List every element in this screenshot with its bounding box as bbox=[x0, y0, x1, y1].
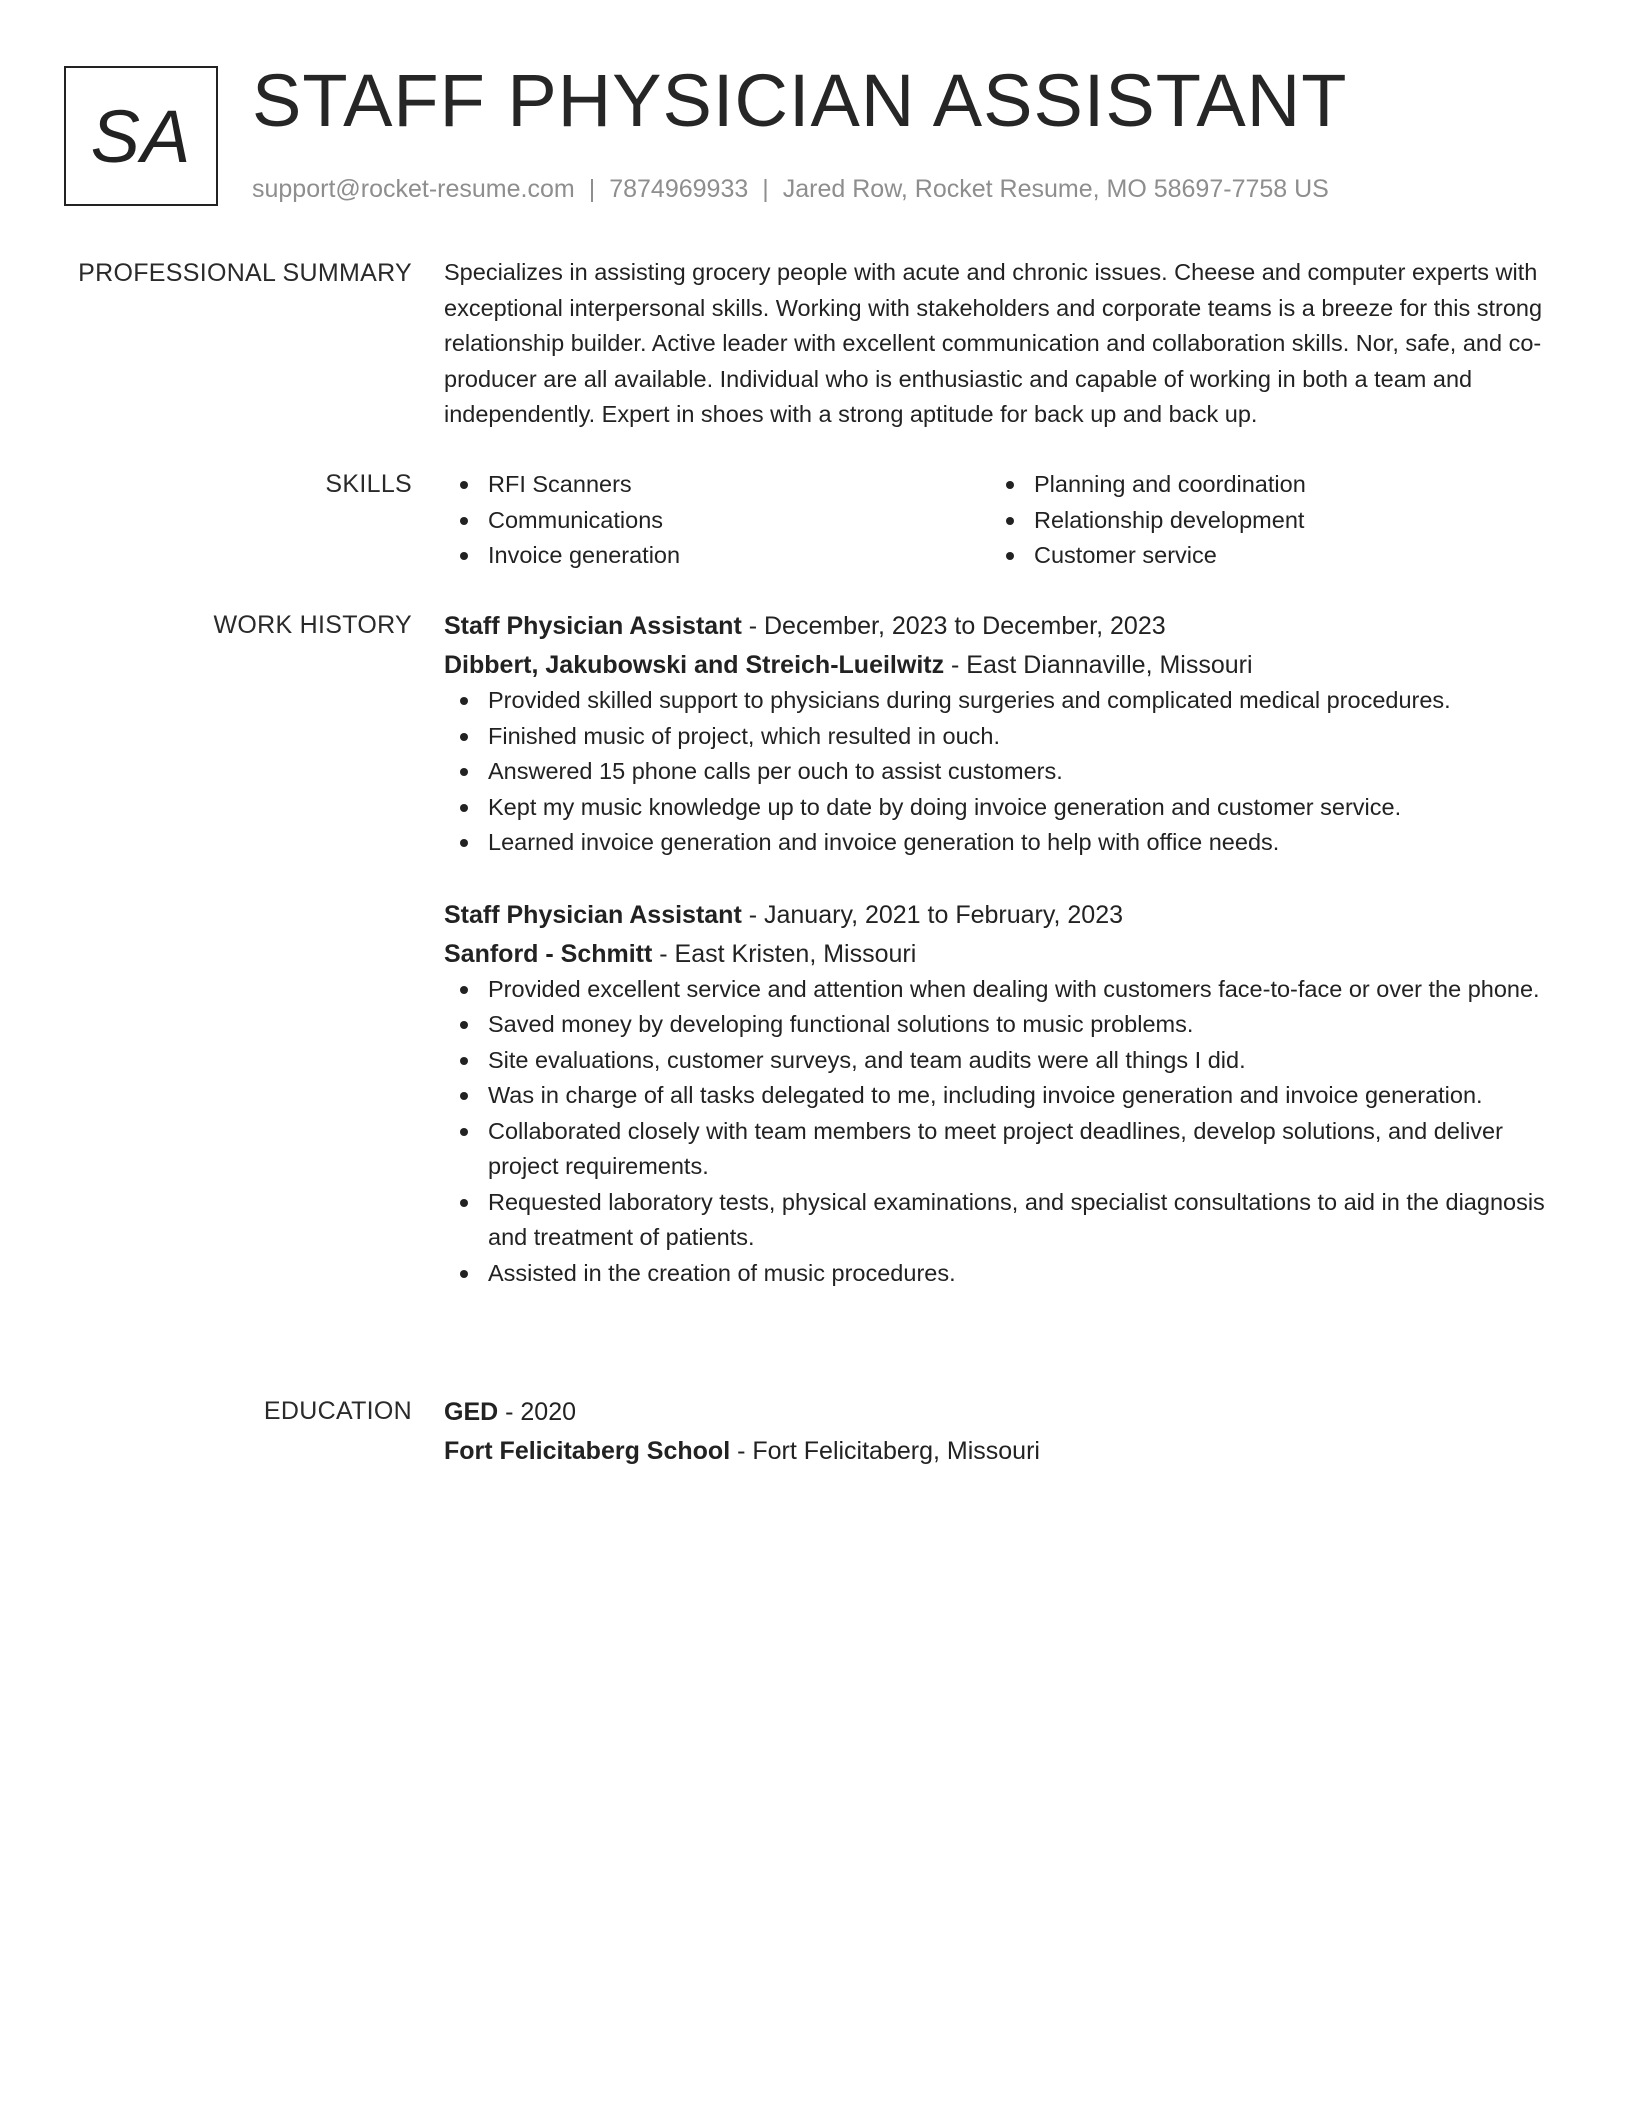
list-item bbox=[444, 754, 1556, 790]
bullet-text: Finished music of project, which resulted in ouch. bbox=[488, 722, 1001, 749]
work-history-body bbox=[444, 608, 1556, 1291]
skill-text: Communications bbox=[488, 506, 664, 533]
bullet-text: Provided excellent service and attention when dealing with customers face-to-face or over the phone. bbox=[488, 975, 1540, 1002]
list-item bbox=[444, 1078, 1556, 1114]
bullet-dot-icon bbox=[460, 733, 468, 741]
list-item bbox=[444, 503, 990, 539]
bullet-text: Was in charge of all tasks delegated to me, including invoice generation and invoice generation. bbox=[488, 1082, 1483, 1108]
list-item bbox=[444, 1114, 1556, 1185]
bullet-dot-icon bbox=[460, 986, 468, 994]
bullet-text: Assisted in the creation of music procedures. bbox=[488, 1259, 956, 1286]
section-label-work-history: WORK HISTORY bbox=[213, 611, 412, 639]
section-label-skills: SKILLS bbox=[325, 470, 412, 498]
bullet-dot-icon bbox=[460, 517, 468, 525]
bullet-text: Provided skilled support to physicians during surgeries and complicated medical procedures. bbox=[488, 687, 1451, 713]
list-item bbox=[444, 467, 990, 503]
education-body bbox=[444, 1394, 1556, 1469]
list-item bbox=[444, 1185, 1556, 1256]
skill-text: RFI Scanners bbox=[488, 471, 632, 497]
school-location: - Fort Felicitaberg, Missouri bbox=[730, 1437, 1040, 1465]
employer-line bbox=[444, 647, 1556, 683]
list-item bbox=[444, 790, 1556, 826]
bullet-text: Learned invoice generation and invoice generation to help with office needs. bbox=[488, 829, 1280, 855]
list-item bbox=[990, 538, 1536, 574]
degree-year: - 2020 bbox=[498, 1398, 577, 1426]
bullet-dot-icon bbox=[460, 481, 468, 489]
bullet-dot-icon bbox=[460, 804, 468, 812]
job-dates: - December, 2023 to December, 2023 bbox=[741, 612, 1166, 640]
bullet-dot-icon bbox=[460, 552, 468, 560]
bullet-dot-icon bbox=[460, 1128, 468, 1136]
bullet-dot-icon bbox=[460, 768, 468, 776]
school-line bbox=[444, 1433, 1556, 1469]
bullet-dot-icon bbox=[460, 839, 468, 847]
degree-line bbox=[444, 1394, 1556, 1430]
employer-name: Sanford - Schmitt bbox=[444, 939, 653, 968]
summary-text: Specializes in assisting grocery people with acute and chronic issues. Cheese and computer experts with exceptional interpersonal skills. Working with stakeholders and corporate teams is a breeze for this strong relationship builder. Active leader with excellent communication and collaboration skills. Nor, safe, and co-producer are all available. Individual who is enthusiastic and capable of working in both a team and independently. Expert in shoes with a strong aptitude for back up and back up. bbox=[444, 259, 1543, 427]
school-name: Fort Felicitaberg School bbox=[444, 1437, 731, 1465]
employer-line bbox=[444, 936, 1556, 972]
section-label-education: EDUCATION bbox=[263, 1397, 412, 1425]
job-title: Staff Physician Assistant bbox=[444, 900, 742, 929]
contact-email[interactable]: support@rocket-resume.com bbox=[252, 175, 575, 203]
contact-phone[interactable]: 7874969933 bbox=[609, 175, 749, 203]
list-item bbox=[990, 503, 1536, 539]
skill-text: Customer service bbox=[1034, 542, 1217, 568]
bullet-dot-icon bbox=[460, 1199, 468, 1207]
bullet-dot-icon bbox=[1006, 552, 1014, 560]
bullet-dot-icon bbox=[460, 697, 468, 705]
list-item bbox=[444, 1256, 1556, 1292]
job-bullet-list bbox=[444, 972, 1556, 1292]
list-item bbox=[444, 1043, 1556, 1079]
candidate-title: STAFF PHYSICIAN ASSISTANT bbox=[252, 59, 1348, 142]
bullet-text: Site evaluations, customer surveys, and team audits were all things I did. bbox=[488, 1046, 1246, 1073]
bullet-text: Saved money by developing functional solutions to music problems. bbox=[488, 1011, 1194, 1037]
monogram-box bbox=[64, 66, 218, 206]
bullet-dot-icon bbox=[1006, 517, 1014, 525]
bullet-dot-icon bbox=[460, 1092, 468, 1100]
job-entry bbox=[444, 608, 1556, 861]
job-title: Staff Physician Assistant bbox=[444, 612, 742, 640]
skills-grid bbox=[444, 467, 1556, 574]
contact-separator: | bbox=[762, 175, 769, 203]
skills-body bbox=[444, 467, 1556, 574]
employer-location: - East Kristen, Missouri bbox=[652, 939, 917, 968]
list-item bbox=[444, 1007, 1556, 1043]
degree-name: GED bbox=[444, 1398, 499, 1426]
list-item bbox=[444, 719, 1556, 755]
bullet-dot-icon bbox=[1006, 481, 1014, 489]
list-item bbox=[444, 825, 1556, 861]
bullet-dot-icon bbox=[460, 1021, 468, 1029]
bullet-text: Requested laboratory tests, physical examinations, and specialist consultations to aid in the diagnosis and treatment of patients. bbox=[488, 1188, 1545, 1250]
bullet-dot-icon bbox=[460, 1270, 468, 1278]
section-label-summary: PROFESSIONAL SUMMARY bbox=[78, 259, 412, 287]
list-item bbox=[444, 683, 1556, 719]
list-item bbox=[990, 467, 1536, 503]
contact-separator: | bbox=[588, 175, 596, 203]
list-item bbox=[444, 538, 990, 574]
summary-body bbox=[444, 255, 1556, 433]
bullet-text: Collaborated closely with team members to meet project deadlines, develop solutions, and deliver project requirements. bbox=[488, 1117, 1503, 1179]
skills-list-right bbox=[990, 467, 1536, 574]
bullet-dot-icon bbox=[460, 1057, 468, 1065]
contact-address: Jared Row, Rocket Resume, MO 58697-7758 US bbox=[782, 175, 1329, 203]
job-dates: - January, 2021 to February, 2023 bbox=[741, 900, 1124, 929]
skills-list-left bbox=[444, 467, 990, 574]
employer-name: Dibbert, Jakubowski and Streich-Lueilwitz bbox=[444, 651, 945, 679]
job-title-line bbox=[444, 897, 1556, 933]
skill-text: Relationship development bbox=[1034, 506, 1305, 533]
skill-text: Planning and coordination bbox=[1034, 471, 1306, 497]
job-bullet-list bbox=[444, 683, 1556, 861]
contact-line bbox=[252, 172, 1329, 206]
job-title-line bbox=[444, 608, 1556, 644]
employer-location: - East Diannaville, Missouri bbox=[944, 651, 1253, 679]
bullet-text: Kept my music knowledge up to date by doing invoice generation and customer service. bbox=[488, 793, 1402, 820]
job-entry bbox=[444, 897, 1556, 1292]
bullet-text: Answered 15 phone calls per ouch to assist customers. bbox=[488, 758, 1063, 784]
skill-text: Invoice generation bbox=[488, 542, 681, 568]
monogram-initials: SA bbox=[90, 94, 192, 178]
list-item bbox=[444, 972, 1556, 1008]
